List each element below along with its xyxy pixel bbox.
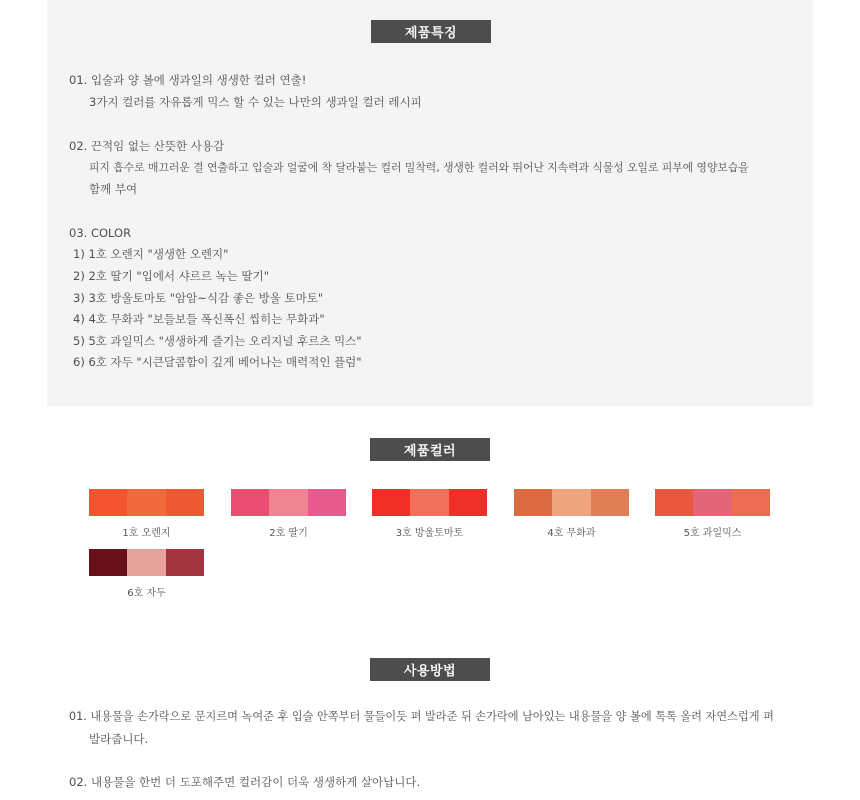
color-list-text: 5호 과일믹스 "생생하게 즐기는 오리지널 후르츠 믹스" [88, 334, 362, 348]
shade-chip [89, 489, 127, 516]
color-list-text: 1호 오렌지 "생생한 오렌지" [88, 247, 229, 261]
shade-chip [693, 489, 731, 516]
feature-2-title: 끈적임 없는 산뜻한 사용감 [90, 139, 225, 153]
usage-1-line-1 [69, 710, 774, 724]
color-list-text: 3호 방울토마토 "암암~식감 좋은 방울 토마토" [88, 291, 324, 305]
usage-heading: 사용방법 [370, 658, 490, 681]
usage-2-text: 내용물을 한번 더 도포해주면 컬러감이 더욱 생생하게 살아납니다. [90, 775, 421, 789]
feature-3-line-1 [69, 226, 131, 240]
usage-1-line-2: 발라줍니다. [89, 732, 149, 746]
feature-1-line-1 [69, 73, 306, 87]
shade-chip [166, 549, 204, 576]
shade-chip [166, 489, 204, 516]
swatch-label: 3호 방울토마토 [395, 528, 464, 539]
usage-1-number: 01. [69, 710, 87, 723]
color-swatch [89, 489, 204, 539]
color-list-number: 5) [73, 334, 85, 348]
shade-chip [655, 489, 693, 516]
color-swatch [372, 489, 487, 539]
shade-chip [591, 489, 629, 516]
features-heading: 제품특징 [371, 20, 491, 43]
swatch-label: 4호 무화과 [547, 528, 596, 539]
colors-heading: 제품컬러 [370, 438, 490, 461]
color-swatch [231, 489, 346, 539]
shade-chip [449, 489, 487, 516]
shade-chip [308, 489, 346, 516]
color-list-item [73, 355, 362, 369]
swatch-label: 1호 오렌지 [122, 528, 171, 539]
color-list-number: 1) [73, 247, 85, 261]
shade-chip [552, 489, 590, 516]
color-list-number: 6) [73, 355, 85, 369]
feature-1-number: 01. [69, 73, 88, 87]
swatch-strip [655, 489, 770, 516]
shade-chip [127, 489, 165, 516]
swatch-strip [514, 489, 629, 516]
feature-2-desc: 피지 흡수로 매끄러운 결 연출하고 입술과 얼굴에 착 달라붙는 컬러 밀착력, 생생한 컬러와 뛰어난 지속력과 식물성 오일로 피부에 영양보습을 [89, 161, 749, 174]
swatch-strip [231, 489, 346, 516]
shade-chip [410, 489, 448, 516]
feature-1-desc: 3가지 컬러를 자유롭게 믹스 할 수 있는 나만의 생과일 컬러 레시피 [89, 95, 422, 109]
color-list-text: 2호 딸기 "입에서 샤르르 녹는 딸기" [88, 269, 270, 283]
usage-1-text: 내용물을 손가락으로 문지르며 녹여준 후 입술 안쪽부터 물들이듯 펴 발라준 뒤 손가락에 남아있는 내용물을 양 볼에 톡톡 올려 자연스럽게 펴 [90, 710, 774, 723]
color-list-item [73, 334, 362, 348]
color-list-item [73, 291, 323, 305]
features-section [47, 0, 813, 406]
shade-chip [89, 549, 127, 576]
feature-3-number: 03. [69, 226, 88, 240]
color-list-number: 4) [73, 312, 85, 326]
shade-chip [127, 549, 165, 576]
color-list-item [73, 247, 228, 261]
feature-1-title: 입술과 양 볼에 생과일의 생생한 컬러 연출! [90, 73, 307, 87]
usage-2-number: 02. [69, 775, 88, 789]
usage-2-line-1 [69, 775, 420, 789]
feature-2-line-1 [69, 139, 224, 153]
swatch-label: 5호 과일믹스 [683, 528, 742, 539]
color-list-number: 2) [73, 269, 85, 283]
color-swatch [514, 489, 629, 539]
color-list-number: 3) [73, 291, 85, 305]
feature-3-title: COLOR [90, 226, 132, 240]
color-list-item [73, 312, 325, 326]
color-swatch [89, 549, 204, 599]
swatch-label: 2호 딸기 [269, 528, 308, 539]
shade-chip [231, 489, 269, 516]
color-list-item [73, 269, 269, 283]
color-list-text: 4호 무화과 "보들보들 폭신폭신 씹히는 무화과" [88, 312, 325, 326]
shade-chip [514, 489, 552, 516]
feature-2-desc-cont: 함께 부여 [89, 182, 138, 196]
shade-chip [269, 489, 307, 516]
swatch-strip [89, 489, 204, 516]
shade-chip [732, 489, 770, 516]
color-list-text: 6호 자두 "시큰달콤함이 깊게 베어나는 매력적인 플럼" [88, 355, 362, 369]
shade-chip [372, 489, 410, 516]
color-swatch [655, 489, 770, 539]
swatch-label: 6호 자두 [127, 588, 166, 599]
swatch-strip [89, 549, 204, 576]
swatch-strip [372, 489, 487, 516]
feature-2-number: 02. [69, 139, 88, 153]
